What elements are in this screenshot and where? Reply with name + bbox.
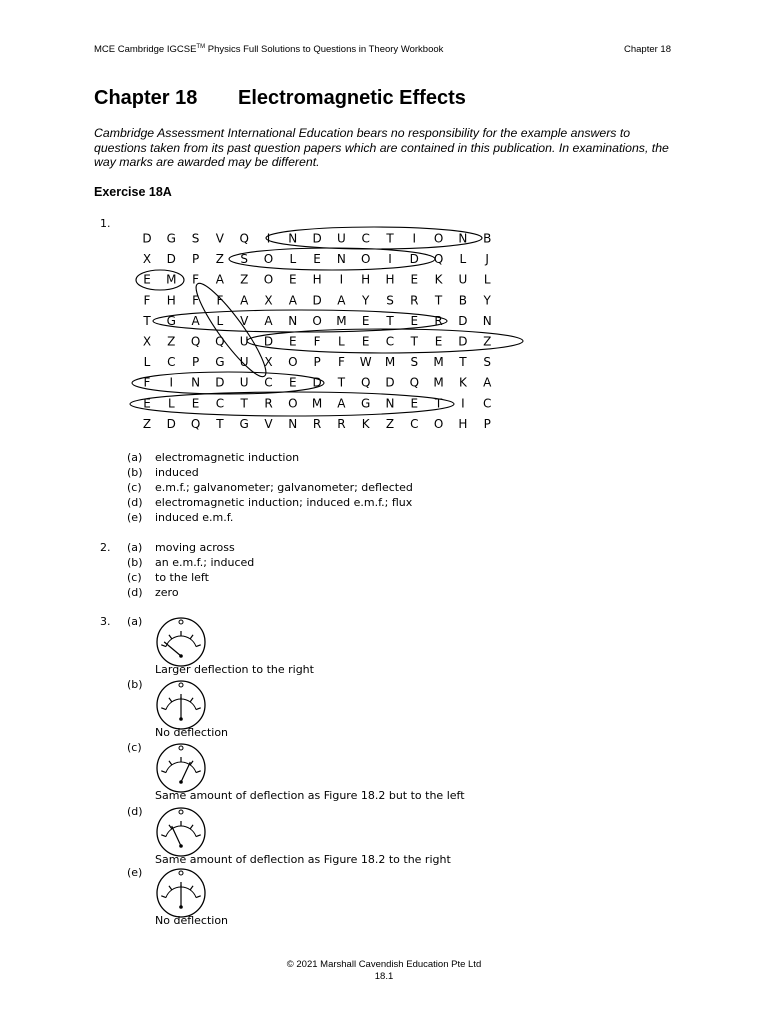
grid-letter: R <box>434 313 443 328</box>
header-title-rest: Physics Full Solutions to Questions in Theory Workbook <box>205 44 444 56</box>
answer-text: induced <box>155 466 199 479</box>
grid-letter: L <box>216 313 224 328</box>
word-search-puzzle <box>0 0 768 460</box>
answer-text: e.m.f.; galvanometer; galvanometer; deflected <box>155 481 413 494</box>
grid-letter: M <box>384 355 396 370</box>
answer-label: (c) <box>127 481 142 494</box>
grid-letter: O <box>263 272 274 287</box>
grid-letter: V <box>264 416 273 431</box>
grid-letter: O <box>288 396 298 411</box>
header-title: MCE Cambridge IGCSE <box>94 44 197 56</box>
galvanometer-diagram <box>155 867 207 919</box>
grid-letter: O <box>360 252 371 267</box>
galvanometer-diagram <box>155 679 207 731</box>
grid-letter: T <box>434 293 443 308</box>
grid-letter: S <box>240 252 249 267</box>
grid-letter: N <box>482 313 492 328</box>
grid-letter: D <box>312 293 322 308</box>
grid-letter: M <box>311 396 323 411</box>
grid-letter: Q <box>433 252 444 267</box>
grid-letter: P <box>191 355 200 370</box>
grid-letter: O <box>433 231 444 246</box>
grid-letter: Z <box>167 334 176 349</box>
grid-letter: C <box>361 231 370 246</box>
grid-letter: A <box>191 313 200 328</box>
grid-letter: F <box>143 293 151 308</box>
grid-letter: D <box>263 334 274 349</box>
needle <box>172 826 181 846</box>
grid-letter: I <box>461 396 465 411</box>
grid-letter: K <box>361 416 370 431</box>
question-2-number: 2. <box>100 541 111 554</box>
grid-letter: U <box>239 355 249 370</box>
grid-letter: D <box>166 252 176 267</box>
grid-letter: V <box>240 313 249 328</box>
grid-letter: T <box>143 313 151 328</box>
grid-letter: C <box>215 396 225 411</box>
grid-letter: T <box>386 313 394 328</box>
disclaimer: Cambridge Assessment International Education bears no responsibility for the example answers to questions taken from its past question papers which are contained in this publication. In examinations, the way marks are awarded may be different. <box>94 126 669 170</box>
grid-letter: E <box>410 396 419 411</box>
grid-letter: A <box>215 272 225 287</box>
grid-letter: E <box>289 272 297 287</box>
grid-letter: Q <box>190 334 201 349</box>
question-3-number: 3. <box>100 615 111 628</box>
q3-caption: No deflection <box>155 726 229 739</box>
grid-letter: D <box>142 231 152 246</box>
answer-text: moving across <box>155 541 235 554</box>
grid-letter: N <box>191 375 201 390</box>
grid-letter: O <box>263 252 274 267</box>
grid-letter: L <box>338 334 345 349</box>
grid-letter: C <box>167 355 176 370</box>
grid-letter: D <box>215 375 225 390</box>
galvanometer-diagram <box>155 742 207 794</box>
grid-letter: A <box>240 293 249 308</box>
footer-copyright: © 2021 Marshall Cavendish Education Pte Ltd <box>286 959 482 970</box>
grid-letter: Y <box>483 293 491 308</box>
grid-letter: F <box>192 293 200 308</box>
grid-letter: S <box>410 355 419 370</box>
needle <box>164 642 181 656</box>
grid-letter: E <box>410 272 419 287</box>
grid-letter: G <box>166 313 176 328</box>
needle <box>181 762 190 782</box>
grid-letter: U <box>337 231 346 246</box>
grid-letter: Z <box>142 416 152 431</box>
grid-letter: G <box>215 355 225 370</box>
grid-letter: Q <box>190 416 201 431</box>
grid-letter: B <box>458 293 468 308</box>
grid-letter: F <box>143 375 151 390</box>
grid-letter: N <box>288 231 298 246</box>
grid-letter: P <box>483 416 491 431</box>
answer-text: an e.m.f.; induced <box>155 556 255 569</box>
grid-letter: I <box>388 252 392 267</box>
grid-letter: Z <box>240 272 249 287</box>
grid-letter: E <box>313 252 321 267</box>
grid-letter: L <box>167 396 175 411</box>
grid-letter: X <box>264 293 273 308</box>
grid-letter: S <box>386 293 394 308</box>
grid-letter: E <box>361 313 370 328</box>
grid-letter: R <box>312 416 322 431</box>
grid-letter: D <box>385 375 395 390</box>
grid-letter: N <box>288 416 298 431</box>
grid-letter: L <box>289 252 297 267</box>
grid-letter: I <box>169 375 174 390</box>
grid-letter: E <box>143 272 151 287</box>
question-1-number: 1. <box>100 217 111 230</box>
grid-letter: D <box>312 231 322 246</box>
grid-letter: L <box>459 252 467 267</box>
grid-letter: N <box>288 313 298 328</box>
oval-induction <box>266 227 482 249</box>
grid-letter: F <box>192 272 200 287</box>
grid-letter: D <box>166 416 176 431</box>
grid-letter: A <box>483 375 492 390</box>
grid-letter: X <box>142 252 152 267</box>
grid-letter: K <box>458 375 467 390</box>
grid-letter: F <box>337 355 345 370</box>
grid-letter: S <box>483 355 492 370</box>
grid-letter: I <box>412 231 417 246</box>
grid-letter: B <box>483 231 492 246</box>
answer-label: (c) <box>127 571 142 584</box>
grid-letter: N <box>336 252 346 267</box>
grid-letter: V <box>215 231 225 246</box>
grid-letter: W <box>359 355 372 370</box>
grid-letter: D <box>458 313 468 328</box>
grid-letter: R <box>410 293 419 308</box>
grid-letter: T <box>434 396 443 411</box>
header-chapter: Chapter 18 <box>624 44 672 55</box>
grid-letter: E <box>410 313 419 328</box>
grid-letter: N <box>385 396 395 411</box>
grid-letter: F <box>216 293 224 308</box>
grid-letter: X <box>264 355 273 370</box>
grid-letter: O <box>433 416 444 431</box>
grid-letter: J <box>485 252 489 267</box>
grid-letter: R <box>264 396 273 411</box>
grid-letter: E <box>289 375 297 390</box>
grid-letter: Q <box>215 334 225 349</box>
answer-label: (a) <box>127 451 143 464</box>
grid-letter: Y <box>362 293 370 308</box>
grid-letter: T <box>240 396 248 411</box>
grid-letter: E <box>191 396 200 411</box>
trademark: TM <box>196 44 206 50</box>
grid-letter: D <box>458 334 468 349</box>
grid-letter: M <box>336 313 347 328</box>
answer-label: (e) <box>127 511 143 524</box>
grid-letter: T <box>410 334 418 349</box>
grid-letter: Q <box>360 375 371 390</box>
grid-letter: K <box>434 272 443 287</box>
answer-label: (a) <box>127 541 143 554</box>
grid-letter: C <box>483 396 492 411</box>
answer-text: zero <box>155 586 179 599</box>
grid-letter: C <box>385 334 395 349</box>
grid-letter: T <box>216 416 224 431</box>
q3-caption: Same amount of deflection as Figure 18.2 to the right <box>155 853 451 866</box>
grid-letter: O <box>312 313 322 328</box>
grid-letter: E <box>361 334 370 349</box>
grid-letter: D <box>312 375 322 390</box>
grid-letter: S <box>191 231 200 246</box>
grid-letter: U <box>458 272 468 287</box>
answer-text: to the left <box>155 571 209 584</box>
q3-part-label: (c) <box>127 741 142 754</box>
galvanometer-diagram <box>155 806 207 858</box>
answer-text: electromagnetic induction <box>155 451 300 464</box>
grid-letter: N <box>458 231 468 246</box>
grid-letter: R <box>337 416 346 431</box>
grid-letter: T <box>459 355 467 370</box>
answer-label: (d) <box>127 496 143 509</box>
q3-part-label: (d) <box>127 805 143 818</box>
exercise-heading: Exercise 18A <box>94 185 172 199</box>
grid-letter: A <box>337 396 346 411</box>
grid-letter: C <box>264 375 273 390</box>
grid-letter: M <box>166 272 177 287</box>
grid-letter: M <box>433 375 444 390</box>
grid-letter: T <box>386 231 394 246</box>
grid-letter: Q <box>239 231 249 246</box>
q3-caption: No deflection <box>155 914 229 927</box>
grid-letter: M <box>433 355 444 370</box>
chapter-number: Chapter 18 <box>94 87 198 109</box>
grid-letter: U <box>239 334 249 349</box>
grid-letter: A <box>264 313 273 328</box>
q3-caption: Larger deflection to the right <box>155 663 314 676</box>
answer-label: (b) <box>127 466 143 479</box>
grid-letter: P <box>313 355 321 370</box>
grid-letter: A <box>288 293 297 308</box>
oval-solenoid <box>229 248 435 270</box>
grid-letter: H <box>312 272 322 287</box>
q3-part-label: (b) <box>127 678 143 691</box>
grid-letter: E <box>143 396 151 411</box>
grid-letter: U <box>239 375 249 390</box>
grid-letter: F <box>313 334 321 349</box>
grid-letter: L <box>483 272 491 287</box>
grid-letter: G <box>166 231 176 246</box>
grid-letter: H <box>458 416 468 431</box>
answer-text: induced e.m.f. <box>155 511 234 524</box>
galvanometer-diagram <box>155 616 207 668</box>
grid-letter: X <box>142 334 152 349</box>
grid-letter: L <box>143 355 151 370</box>
grid-letter: Z <box>483 334 492 349</box>
answer-label: (d) <box>127 586 143 599</box>
grid-letter: G <box>361 396 371 411</box>
grid-letter: I <box>266 231 271 246</box>
grid-letter: H <box>166 293 176 308</box>
page-number: 18.1 <box>374 971 394 982</box>
grid-letter: Q <box>409 375 420 390</box>
grid-letter: C <box>410 416 419 431</box>
answer-text: electromagnetic induction; induced e.m.f.; flux <box>155 496 413 509</box>
grid-letter: H <box>385 272 395 287</box>
answer-label: (b) <box>127 556 143 569</box>
grid-letter: Z <box>385 416 395 431</box>
grid-letter: E <box>289 334 297 349</box>
q3-part-label: (a) <box>127 615 143 628</box>
grid-letter: H <box>361 272 371 287</box>
grid-letter: I <box>339 272 344 287</box>
grid-letter: Z <box>215 252 225 267</box>
grid-letter: D <box>409 252 419 267</box>
grid-letter: G <box>239 416 249 431</box>
chapter-title: Electromagnetic Effects <box>238 87 466 109</box>
grid-letter: E <box>434 334 443 349</box>
q3-caption: Same amount of deflection as Figure 18.2 but to the left <box>155 789 465 802</box>
q3-part-label: (e) <box>127 866 143 879</box>
grid-letter: T <box>337 375 346 390</box>
grid-letter: A <box>337 293 346 308</box>
grid-letter: P <box>191 252 200 267</box>
oval-flux <box>188 277 274 383</box>
grid-letter: O <box>288 355 298 370</box>
